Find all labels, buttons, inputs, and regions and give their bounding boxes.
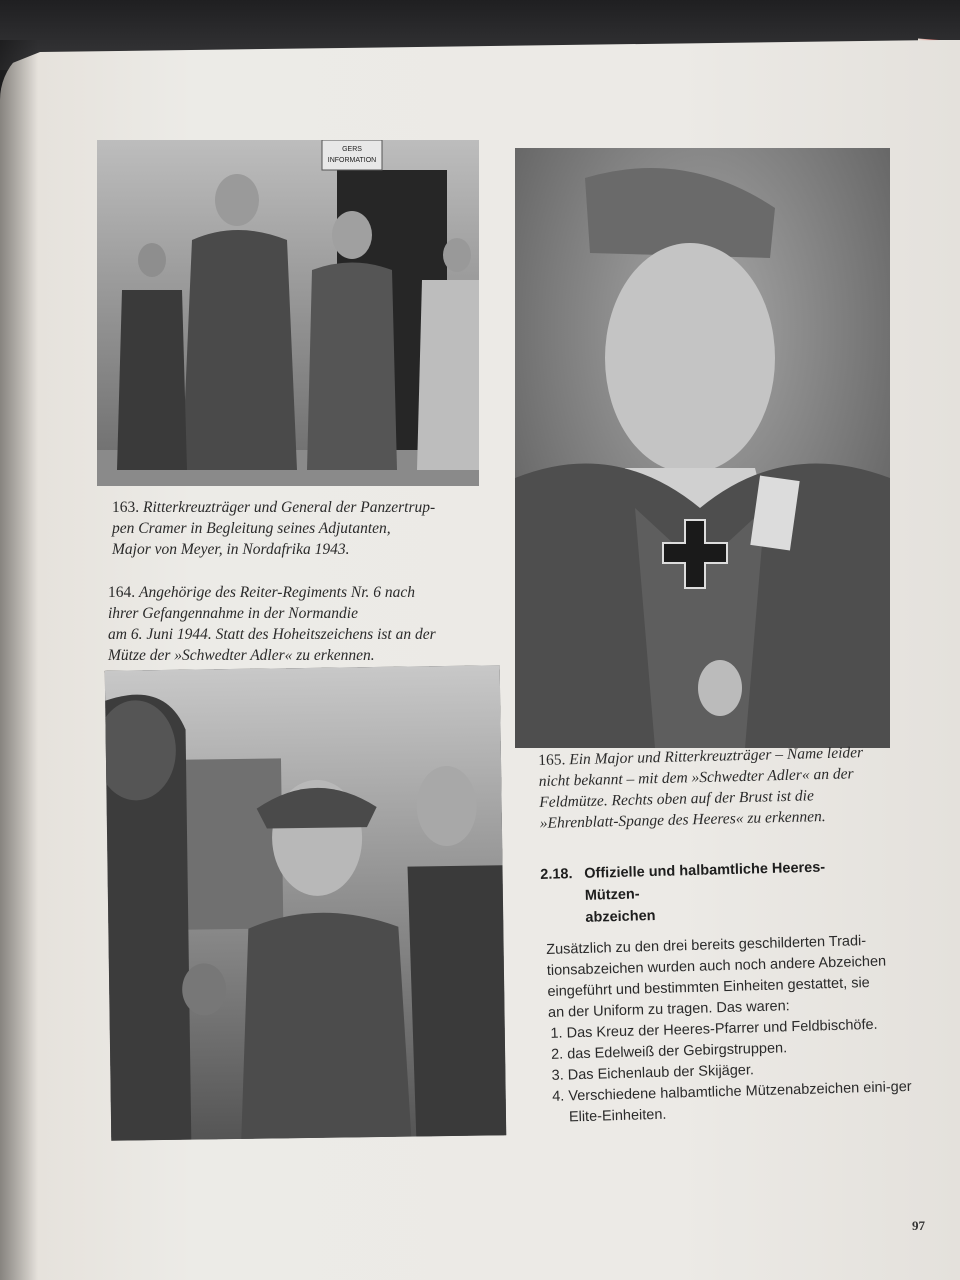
caption-163-line-1: Ritterkreuzträger und General der Panzertrup- xyxy=(143,499,436,516)
photo-164 xyxy=(105,665,507,1140)
caption-165-line-1: Ein Major und Ritterkreuzträger – Name leider xyxy=(569,744,864,769)
caption-164-line-4: Mütze der »Schwedter Adler« zu erkennen. xyxy=(108,647,375,664)
photo-164-image xyxy=(105,665,507,1140)
list-item: 4. Verschiedene halbamtliche Mützenabzeichen eini-ger Elite-Einheiten. xyxy=(568,1077,923,1129)
section-title-line-2: abzeichen xyxy=(585,907,656,926)
body-intro-line-4: an der Uniform zu tragen. Das waren: xyxy=(547,998,790,1021)
body-intro-line-1: Zusätzlich zu den drei bereits geschilderten Tradi- xyxy=(546,933,867,958)
body-intro-line-2: tionsabzeichen wurden auch noch andere Abzeichen xyxy=(546,953,887,979)
caption-163-line-2: pen Cramer in Begleitung seines Adjutanten, xyxy=(112,520,391,537)
page-number: 97 xyxy=(912,1218,925,1233)
spine-shadow xyxy=(0,40,38,1280)
photo-165 xyxy=(515,148,890,748)
section-title-line-1: Offizielle und halbamtliche Heeres-Mützen- xyxy=(584,859,826,904)
caption-165-line-2: nicht bekannt – mit dem »Schwedter Adler« an der xyxy=(538,765,854,790)
caption-164-line-3: am 6. Juni 1944. Statt des Hoheitszeichens ist an der xyxy=(108,626,436,643)
caption-163 xyxy=(112,497,492,560)
caption-164 xyxy=(108,582,503,666)
body-intro-line-3: eingeführt und bestimmten Einheiten gestattet, sie xyxy=(547,974,870,1000)
list-item: 1. Das Kreuz der Heeres-Pfarrer und Feldbischöfe. xyxy=(566,1014,920,1045)
photo-163-image xyxy=(97,140,479,486)
list-item: 3. Das Eichenlaub der Skijäger. xyxy=(568,1056,922,1087)
caption-163-number: 163. xyxy=(112,499,140,516)
caption-164-line-2: ihrer Gefangennahme in der Normandie xyxy=(108,605,358,622)
caption-164-number: 164. xyxy=(108,584,136,601)
photo-165-image xyxy=(515,148,890,748)
section-heading xyxy=(540,855,882,930)
list-item: 2. das Edelweiß der Gebirgstruppen. xyxy=(567,1035,921,1066)
caption-164-line-1: Angehörige des Reiter-Regiments Nr. 6 nach xyxy=(139,584,416,601)
sign-line-1: GERS xyxy=(342,146,362,153)
caption-163-line-3: Major von Meyer, in Nordafrika 1943. xyxy=(112,541,350,558)
sign-line-2: INFORMATION xyxy=(327,157,377,164)
caption-165 xyxy=(538,741,920,834)
body-text xyxy=(546,930,923,1129)
caption-165-line-3: Feldmütze. Rechts oben auf der Brust ist die xyxy=(539,787,815,811)
caption-165-line-4: »Ehrenblatt-Spange des Heeres« zu erkennen. xyxy=(539,807,826,832)
caption-165-number: 165. xyxy=(538,751,566,769)
badge-list xyxy=(548,1014,923,1129)
photo-163 xyxy=(97,140,479,486)
section-number: 2.18. xyxy=(540,866,573,883)
